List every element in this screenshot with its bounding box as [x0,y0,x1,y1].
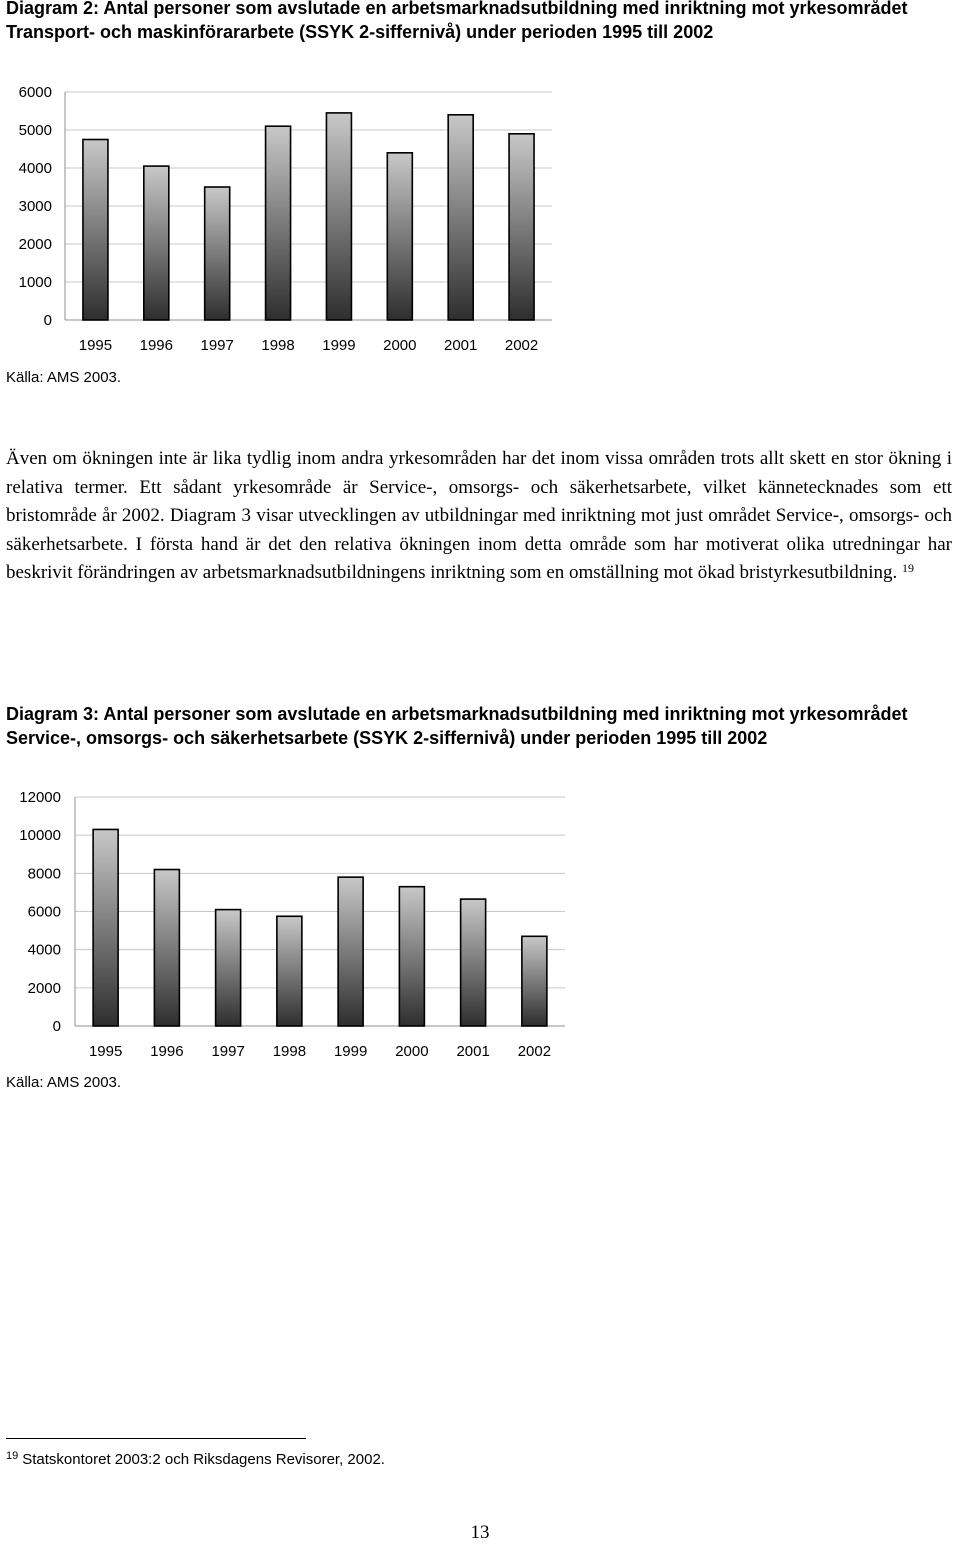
bar-1996 [154,870,179,1026]
body-paragraph-text: Även om ökningen inte är lika tydlig inom andra yrkesområden har det inom vissa områden trots allt skett en stor ökning i relativa termer. Ett sådant yrkesområde är Service-, omsorgs- och säkerhetsarbete, vilket kännetecknades som ett bristområde år 2002. Diagram 3 visar utvecklingen av utbildningar med inriktning mot just området Service-, omsorgs- och säkerhetsarbete. I första hand är det den relativa ökningen inom detta område som har motiverat olika utredningar har beskrivit förändringen av arbetsmarknadsutbildningens inriktning som en omställning mot ökad bristyrkesutbildning. [6,448,952,583]
x-tick-label: 2000 [383,337,417,354]
diagram-2-heading: Diagram 2: Antal personer som avslutade en arbetsmarknadsutbildning med inriktning mot yrkesområdet Transport- och maskinförararbete (SSYK 2-siffernivå) under perioden 1995 till 2002 [6,0,908,42]
bar-2002 [522,936,547,1026]
x-tick-label: 1999 [333,1043,368,1060]
x-tick-label: 1995 [88,1043,123,1060]
x-tick-label: 1995 [78,337,113,354]
diagram-3-source: Källa: AMS 2003. [6,1074,122,1091]
bar-2001 [461,899,486,1026]
footnote-divider [6,1438,306,1439]
x-tick-label: 1997 [211,1043,245,1060]
bar-1995 [93,829,118,1026]
x-tick-label: 2000 [395,1043,429,1060]
y-tick-label: 0 [43,312,52,329]
footnote [6,1450,385,1468]
y-tick-label: 0 [52,1018,61,1035]
x-tick-label: 2001 [444,337,478,354]
bar-2000 [399,887,424,1026]
y-tick-label: 10000 [19,827,61,845]
bar-1997 [216,910,241,1026]
y-tick-label: 4000 [27,941,61,959]
x-tick-label: 2002 [504,337,539,354]
x-tick-label: 1997 [200,337,234,354]
y-tick-label: 6000 [27,903,61,921]
y-tick-label: 12000 [19,789,61,806]
y-tick-label: 4000 [18,160,52,177]
bar-1998 [277,916,302,1026]
y-tick-label: 2000 [18,236,52,253]
y-tick-label: 6000 [18,84,52,101]
bar-1999 [338,877,363,1026]
page-number: 13 [470,1522,490,1543]
y-tick-label: 2000 [27,979,61,997]
x-tick-label: 1998 [272,1043,307,1060]
y-tick-label: 1000 [18,274,52,291]
x-tick-label: 1999 [322,337,356,354]
y-tick-label: 3000 [18,198,52,215]
y-tick-label: 8000 [27,865,61,883]
x-tick-label: 2002 [517,1043,552,1060]
x-tick-label: 1996 [139,337,173,354]
x-tick-label: 1996 [150,1043,184,1060]
diagram-2-source: Källa: AMS 2003. [6,369,122,386]
x-tick-label: 2001 [456,1043,490,1060]
diagram-3-heading: Diagram 3: Antal personer som avslutade en arbetsmarknadsutbildning med inriktning mot yrkesområdet Service-, omsorgs- och säkerhetsarbete (SSYK 2-siffernivå) under perioden 1995 till 2002 [6,704,908,748]
x-tick-label: 1998 [261,337,295,354]
footnote-number: 19 [6,1450,19,1462]
footnote-text: Statskontoret 2003:2 och Riksdagens Revisorer, 2002. [22,1451,385,1468]
y-tick-label: 5000 [18,122,52,139]
footnote-reference: 19 [902,561,915,575]
